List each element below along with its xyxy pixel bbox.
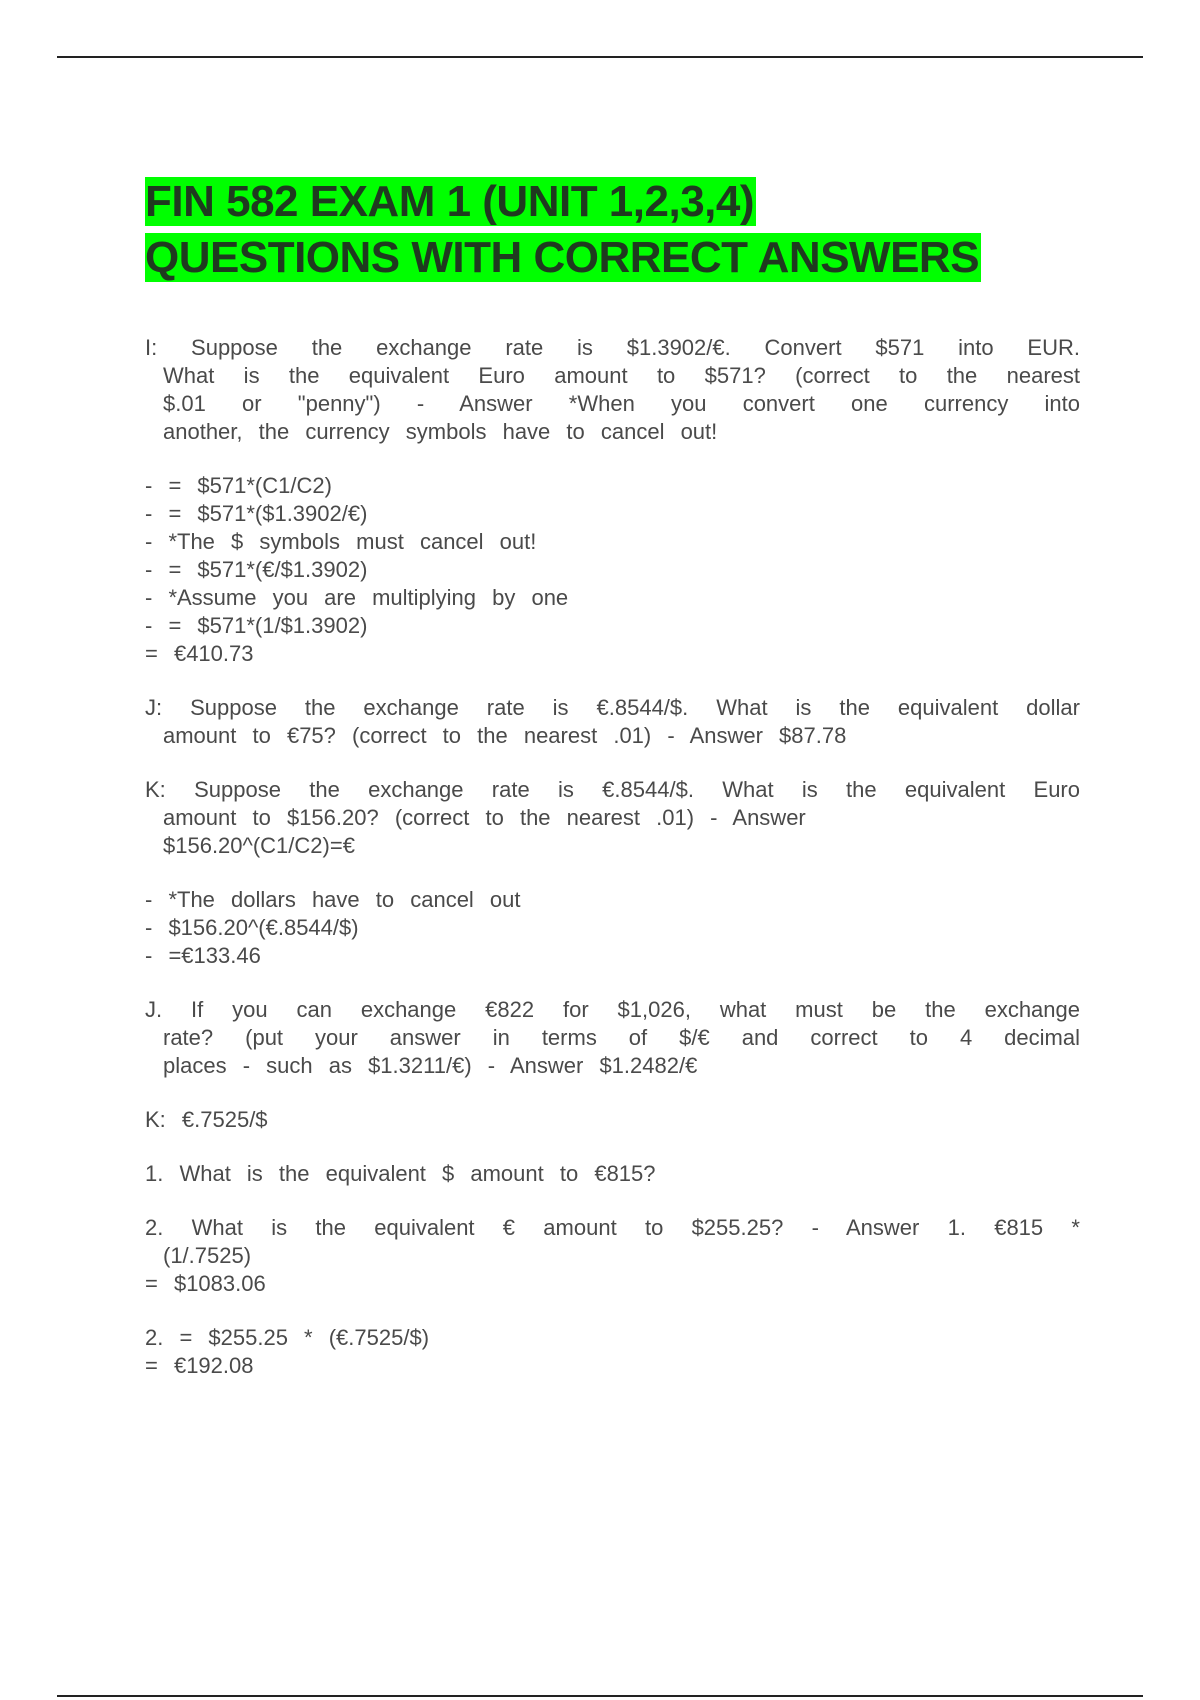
question-k [145, 776, 1080, 860]
answer-steps-i [145, 472, 1080, 668]
text-line: - *The $ symbols must cancel out! [145, 529, 537, 554]
text-line: - =€133.46 [145, 943, 261, 968]
question-k-rate [145, 1106, 1080, 1134]
title-line-1: FIN 582 EXAM 1 (UNIT 1,2,3,4) [145, 177, 755, 226]
title-line-2: QUESTIONS WITH CORRECT ANSWERS [145, 233, 980, 282]
text-line: = €192.08 [145, 1353, 254, 1378]
text-line: - *The dollars have to cancel out [145, 887, 521, 912]
text-line: $.01 or "penny") - Answer *When you convert one currency into [163, 391, 1080, 416]
top-rule [57, 56, 1143, 58]
text-line: - = $571*(€/$1.3902) [145, 557, 368, 582]
text-line: 1. What is the equivalent $ amount to €815? [145, 1161, 656, 1186]
bottom-rule [57, 1695, 1143, 1697]
text-line: = $1083.06 [145, 1271, 266, 1296]
text-line: - $156.20^(€.8544/$) [145, 915, 359, 940]
text-line: K: Suppose the exchange rate is €.8544/$. What is the equivalent Euro [145, 777, 1080, 802]
text-line: rate? (put your answer in terms of $/€ and correct to 4 decimal [163, 1025, 1080, 1050]
text-line: another, the currency symbols have to cancel out! [163, 419, 718, 444]
text-line: - = $571*($1.3902/€) [145, 501, 368, 526]
answer-steps-k [145, 886, 1080, 970]
sub-question-2 [145, 1214, 1080, 1298]
text-line: (1/.7525) [163, 1243, 252, 1268]
document-page [145, 174, 1080, 1406]
question-j-exchange [145, 996, 1080, 1080]
text-line: 2. = $255.25 * (€.7525/$) [145, 1325, 430, 1350]
text-line: amount to $156.20? (correct to the nearest .01) - Answer [163, 805, 806, 830]
text-line: amount to €75? (correct to the nearest .01) - Answer $87.78 [163, 723, 847, 748]
text-line: I: Suppose the exchange rate is $1.3902/€. Convert $571 into EUR. [145, 335, 1080, 360]
text-line: places - such as $1.3211/€) - Answer $1.2482/€ [163, 1053, 698, 1078]
text-line: - = $571*(C1/C2) [145, 473, 332, 498]
text-line: $156.20^(C1/C2)=€ [163, 833, 355, 858]
question-i [145, 334, 1080, 446]
question-j [145, 694, 1080, 750]
text-line: - *Assume you are multiplying by one [145, 585, 569, 610]
text-line: J: Suppose the exchange rate is €.8544/$. What is the equivalent dollar [145, 695, 1080, 720]
sub-question-1 [145, 1160, 1080, 1188]
text-line: - = $571*(1/$1.3902) [145, 613, 368, 638]
text-line: J. If you can exchange €822 for $1,026, what must be the exchange [145, 997, 1080, 1022]
text-line: What is the equivalent Euro amount to $571? (correct to the nearest [163, 363, 1080, 388]
answer-2 [145, 1324, 1080, 1380]
text-line: 2. What is the equivalent € amount to $255.25? - Answer 1. €815 * [145, 1215, 1080, 1240]
text-line: = €410.73 [145, 641, 254, 666]
text-line: K: €.7525/$ [145, 1107, 268, 1132]
document-title [145, 174, 1080, 286]
